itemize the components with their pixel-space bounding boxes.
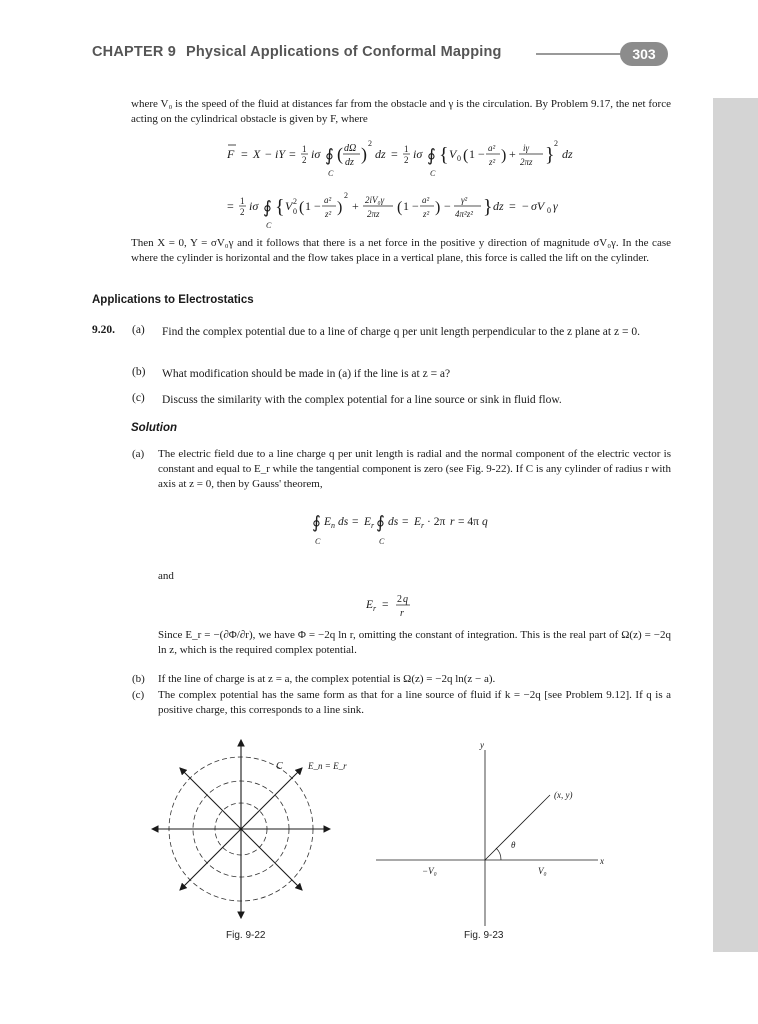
solution-c-label: (c) [132,689,145,701]
svg-text:iY: iY [275,147,286,161]
svg-text:(: ( [397,199,403,216]
solution-since-text: Since E_r = −(∂Φ/∂r), we have Φ = −2q ln r, omitting the constant of integration. This is the real part of Ω(z) = −2q ln z, which is the required complex potential. [158,629,671,656]
svg-text:2: 2 [397,594,402,605]
svg-text:r: r [373,604,377,613]
problem-part-a-text: Find the complex potential due to a line of charge q per unit length perpendicular to the z plane at z = 0. [162,326,640,338]
svg-text:+: + [352,199,359,213]
chapter-title: Physical Applications of Conformal Mapping [185,44,502,60]
svg-text:γ: γ [553,199,558,213]
svg-text:2iV₀γ: 2iV₀γ [365,195,385,205]
svg-text:=: = [382,599,389,611]
svg-text:a²: a² [422,195,430,205]
svg-text:): ) [435,199,441,216]
force-equation [225,128,605,236]
solution-a-label: (a) [132,448,145,460]
solution-a-text: The electric field due to a line charge q per unit length is radial and the normal component of the electric vector is constant and equal to E_r while the tangential component is zero (see Fig. 9-22). If C is any cylinder of radius r with axis at z = 0, then by Gauss' theorem, [158,448,671,490]
svg-text:z²: z² [489,157,496,167]
page-side-tab [713,98,758,952]
svg-text:dΩ: dΩ [344,143,357,154]
svg-text:n: n [331,521,335,530]
svg-text:· 2π: · 2π [427,516,446,528]
svg-text:E: E [324,516,332,528]
field-equation [366,590,446,622]
fig-9-23-caption: Fig. 9-23 [464,930,504,941]
svg-text:1 −: 1 − [469,147,485,161]
svg-text:E: E [364,516,372,528]
svg-text:1: 1 [240,196,245,206]
svg-text:+: + [509,147,516,161]
svg-text:0: 0 [457,154,461,163]
problem-number: 9.20. [92,324,115,336]
result-paragraph: Then X = 0, Y = σV₀γ and it follows that there is a net force in the positive y direction of magnitude σV₀γ. In the case where the cylinder is horizontal and the flow takes place in a vertical plane, this force is called the lift on the cylinder. [131,237,671,264]
svg-text:dz: dz [493,199,504,213]
svg-text:−: − [522,199,529,213]
solution-c-text: The complex potential has the same form as that for a line source of fluid if k = −2q [see Problem 9.12]. If q is a positive charge, this corresponds to a line sink. [158,689,671,716]
svg-text:iσ: iσ [311,147,321,161]
svg-text:}: } [483,196,493,218]
svg-text:2: 2 [404,155,409,165]
svg-text:{: { [275,196,285,218]
problem-part-c-label: (c) [132,392,145,404]
chapter-header [92,44,502,60]
svg-text:z²: z² [325,209,332,219]
svg-text:): ) [501,147,507,164]
svg-text:V: V [285,199,293,213]
svg-text:2: 2 [554,139,558,148]
svg-text:2: 2 [302,155,307,165]
svg-text:=: = [241,147,248,161]
svg-text:r: r [400,608,404,619]
fig23-label-point: (x, y) [554,790,573,800]
svg-text:−: − [265,147,272,161]
svg-text:∮: ∮ [312,513,321,532]
svg-text:4π²z²: 4π²z² [455,209,473,219]
svg-text:(: ( [337,144,343,164]
gauss-equation [312,508,512,554]
svg-text:E: E [366,599,374,611]
svg-text:C: C [430,169,436,178]
problem-part-c-text: Discuss the similarity with the complex potential for a line source or sink in fluid flow. [162,394,562,406]
svg-text:C: C [379,537,385,546]
svg-text:0: 0 [547,206,551,215]
svg-text:=: = [352,516,359,528]
fig22-label-en: E_n = E_r [308,761,347,771]
svg-text:ds: ds [338,516,349,528]
fig22-label-c: C [276,761,283,772]
solution-b-text: If the line of charge is at z = a, the complex potential is Ω(z) = −2q ln(z − a). [158,673,496,685]
svg-text:): ) [337,199,343,216]
svg-text:∮: ∮ [376,513,385,532]
field-line-ul [180,768,241,829]
fig23-label-neg-v0: −V₀ [422,866,437,876]
fig23-label-v0: V₀ [538,866,547,876]
svg-text:}: } [545,144,555,166]
svg-text:−: − [444,199,451,213]
svg-text:=: = [509,199,516,213]
figure-9-22 [148,736,348,926]
problem-part-a-label: (a) [132,324,145,336]
svg-text:q: q [403,594,408,605]
field-line-dr [241,829,302,890]
svg-text:2: 2 [368,139,372,148]
svg-text:dz: dz [375,147,386,161]
svg-text:E: E [414,516,422,528]
solution-title: Solution [131,422,177,434]
svg-text:iσ: iσ [249,199,259,213]
svg-text:=: = [227,199,234,213]
svg-text:∮: ∮ [427,146,436,165]
svg-text:1: 1 [404,144,409,154]
svg-text:=: = [289,147,296,161]
svg-text:{: { [439,144,449,166]
svg-text:X: X [253,147,261,161]
theta-arc [496,848,501,860]
page-number-badge: 303 [620,42,668,66]
svg-text:z²: z² [423,209,430,219]
field-line-dl [180,829,241,890]
svg-text:r: r [450,516,455,528]
chapter-label: CHAPTER 9 [92,44,176,60]
svg-text:iσ: iσ [413,147,423,161]
svg-text:(: ( [299,199,305,216]
svg-text:2: 2 [293,197,297,206]
svg-text:r: r [371,521,375,530]
svg-text:=: = [391,147,398,161]
svg-text:F: F [227,147,235,161]
problem-part-b-text: What modification should be made in (a) if the line is at z = a? [162,368,451,380]
problem-part-b-label: (b) [132,366,146,378]
section-title: Applications to Electrostatics [92,294,254,306]
svg-text:∮: ∮ [325,146,334,165]
svg-text:C: C [266,221,272,230]
fig-9-22-caption: Fig. 9-22 [226,930,266,941]
fig23-label-x: x [600,856,604,866]
svg-text:C: C [328,169,334,178]
svg-text:σV: σV [531,199,545,213]
svg-text:1 −: 1 − [403,199,419,213]
svg-text:(: ( [463,147,469,164]
svg-text:= 4π: = 4π [458,516,479,528]
field-line-ur [241,768,302,829]
svg-text:1 −: 1 − [305,199,321,213]
svg-text:2πz: 2πz [520,157,533,167]
svg-text:∮: ∮ [263,198,272,217]
svg-text:ds: ds [388,516,399,528]
fig23-label-y: y [480,740,484,750]
svg-text:q: q [482,516,488,528]
solution-b-label: (b) [132,673,145,685]
svg-text:a²: a² [488,143,496,153]
svg-text:0: 0 [293,207,297,216]
svg-text:iγ: iγ [523,143,530,153]
svg-text:1: 1 [302,144,307,154]
svg-text:=: = [402,516,409,528]
fig23-label-theta: θ [511,840,516,850]
svg-text:): ) [361,144,367,164]
svg-text:γ²: γ² [461,195,468,205]
intro-paragraph: where V₀ is the speed of the fluid at distances far from the obstacle and γ is the circulation. By Problem 9.17, the net force acting on the cylindrical obstacle is given by F, where [131,98,671,125]
svg-text:a²: a² [324,195,332,205]
svg-text:2πz: 2πz [367,209,380,219]
svg-text:dz: dz [562,147,573,161]
svg-text:2: 2 [344,191,348,200]
and-word: and [158,570,174,582]
figure-9-23 [368,740,618,926]
svg-text:r: r [421,521,425,530]
svg-text:C: C [315,537,321,546]
svg-text:dz: dz [345,157,354,168]
header-rule [536,53,628,55]
svg-text:2: 2 [240,207,245,217]
svg-text:V: V [449,147,457,161]
position-ray [485,795,550,860]
